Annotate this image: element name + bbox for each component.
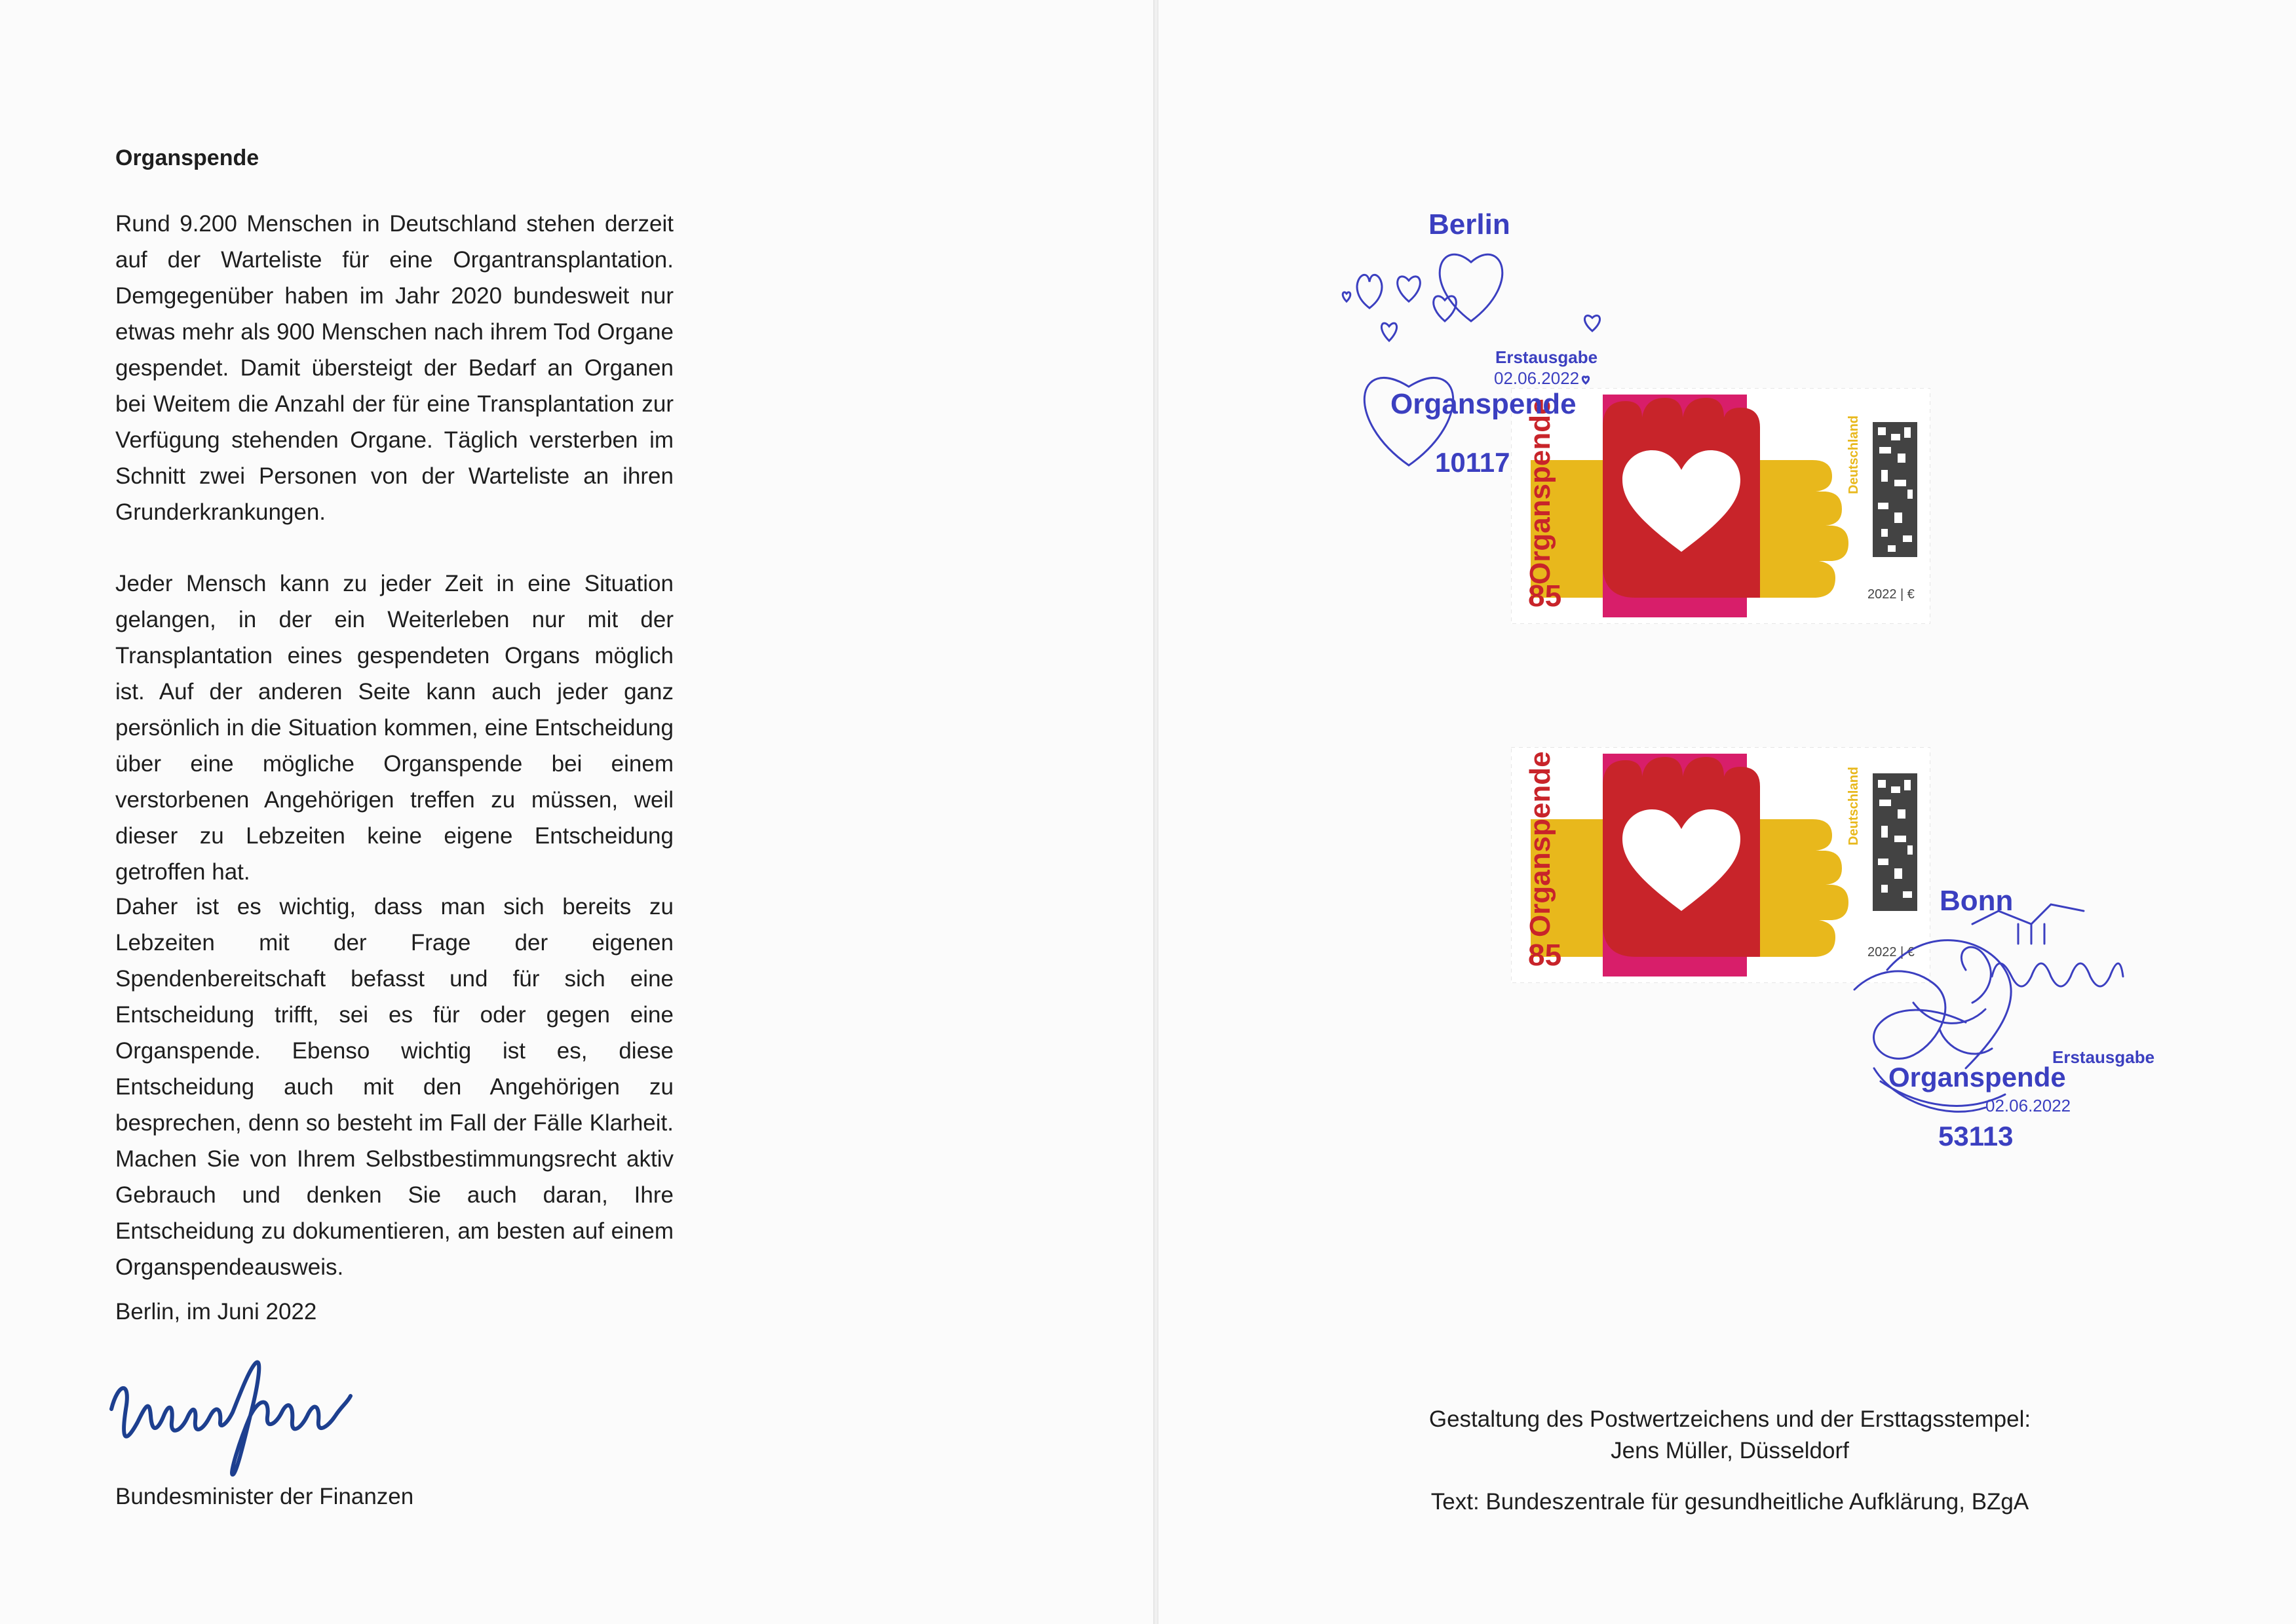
postmark-bonn-date: 02.06.2022	[1985, 1096, 2071, 1115]
design-credit-line2: Jens Müller, Düsseldorf	[1611, 1438, 1849, 1463]
postmark-bonn	[1835, 872, 2155, 1167]
postmark-berlin-issue: Erstausgabe	[1495, 347, 1598, 367]
stamp-top-value: 85	[1528, 579, 1562, 613]
stamp-bottom-value: 85	[1528, 938, 1562, 972]
postmark-berlin-postcode: 10117	[1435, 447, 1510, 478]
stamp-top-year: 2022 | €	[1867, 587, 1915, 602]
stamp-top-name: Organspende	[1524, 398, 1556, 585]
paragraph-1: Rund 9.200 Menschen in Deutschland stehen derzeit auf der Warteliste für eine Organtransplantation. Demgegenüber haben im Jahr 2020 bundesweit nur etwas mehr als 900 Menschen nach ihrem Tod Organe gespendet. Damit übersteigt der Bedarf an Organen bei Weitem die Anzahl der für eine Transplantation zur Verfügung stehenden Organe. Täglich versterben im Schnitt zwei Personen von der Warteliste an ihren Grunderkrankungen.	[115, 211, 674, 525]
postmark-bonn-issue: Erstausgabe	[2052, 1047, 2155, 1067]
stamp-bottom-country: Deutschland	[1846, 766, 1861, 845]
stamp-top-country: Deutschland	[1846, 415, 1861, 494]
paragraph-2: Jeder Mensch kann zu jeder Zeit in eine Situation gelangen, in der ein Weiterleben nur mit der Transplantation eines gespendeten Organs möglich ist. Auf der anderen Seite kann auch jeder ganz persönlich in die Situation kommen, eine Entscheidung über eine mögliche Organspende bei einem verstorbenen Angehörigen treffen zu müssen, weil dieser zu Lebzeiten keine eigene Entscheidung getroffen hat.	[115, 571, 674, 885]
postmark-berlin-date: 02.06.2022	[1494, 368, 1580, 388]
paragraph-3: Daher ist es wichtig, dass man sich bereits zu Lebzeiten mit der Frage der eigenen Spendenbereitschaft befasst und für sich eine Entscheidung trifft, sei es für oder gegen eine Organspende. Ebenso wichtig ist es, diese Entscheidung auch mit den Angehörigen zu besprechen, denn so besteht im Fall der Fälle Klarheit. Machen Sie von Ihrem Selbstbestimmungsrecht aktiv Gebrauch und denken Sie auch daran, Ihre Entscheidung zu dokumentieren, am besten auf einem Organspendeausweis.	[115, 894, 674, 1280]
design-credit-line1: Gestaltung des Postwertzeichens und der Ersttagsstempel:	[1428, 1406, 2031, 1432]
stamp-bottom-name: Organspende	[1524, 751, 1556, 937]
postmark-bonn-postcode: 53113	[1938, 1121, 2014, 1151]
place-date: Berlin, im Juni 2022	[115, 1299, 317, 1324]
page-title: Organspende	[115, 145, 259, 170]
hearts-icon	[1330, 203, 1638, 485]
datamatrix-code	[1871, 421, 1919, 558]
postmark-berlin-name: Organspende	[1390, 388, 1577, 420]
signer-title: Bundesminister der Finanzen	[115, 1484, 414, 1509]
signature	[98, 1344, 413, 1481]
postmark-bonn-name: Organspende	[1888, 1062, 2066, 1092]
center-fold	[1153, 0, 1158, 1624]
postmark-berlin	[1330, 203, 1638, 485]
postmark-berlin-city: Berlin	[1428, 208, 1510, 241]
postmark-bonn-city: Bonn	[1940, 885, 2014, 917]
design-credit	[1297, 1404, 2162, 1467]
stamp-bottom-year: 2022 | €	[1867, 945, 1915, 959]
text-credit: Text: Bundeszentrale für gesundheitliche Aufklärung, BZgA	[1430, 1489, 2029, 1515]
